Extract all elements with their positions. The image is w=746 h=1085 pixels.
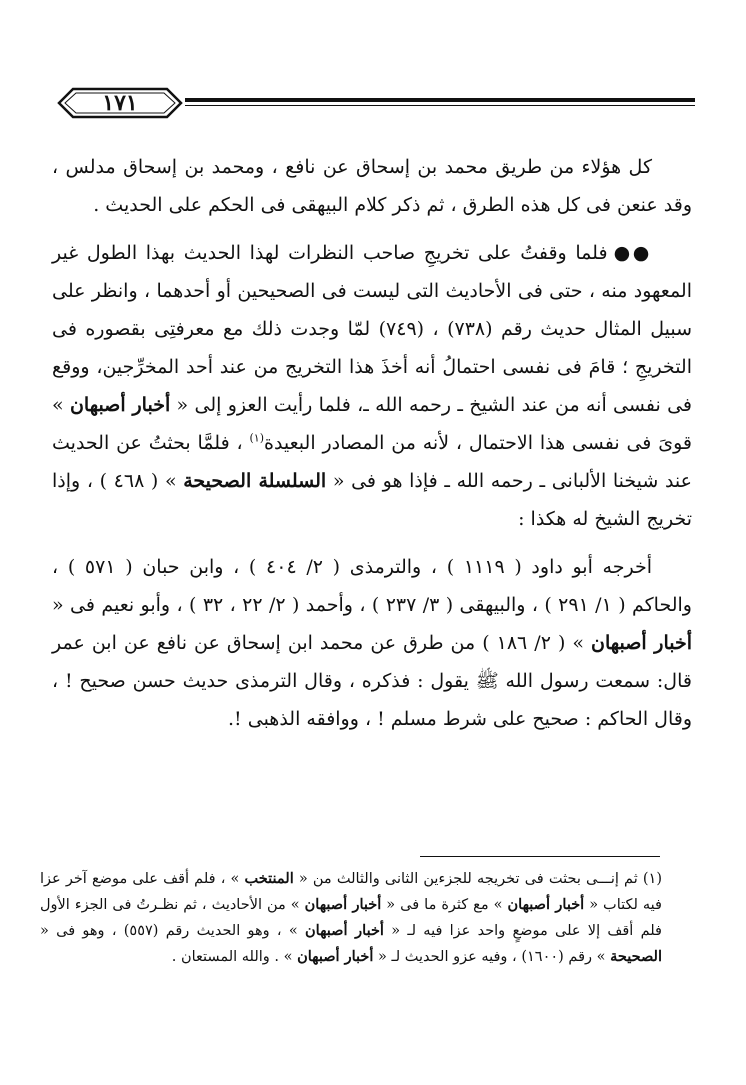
page-header [55,85,695,125]
book-title-akhbar-isbahan: أخبار أصبهان [69,394,171,416]
footnote-1 [40,866,662,970]
footnote-title-4: أخبار أصبهان [297,948,374,965]
footnote-text-g: » رقم (١٦٠٠) ، وفيه عزو الحديث لـ « [373,949,611,965]
page-number: ١٧١ [102,90,138,116]
page-number-ornament [55,85,185,121]
paragraph-2 [52,234,692,538]
footnote-title-2: أخبار أصبهان [304,896,382,913]
footnote-title-1: أخبار أصبهان [507,896,585,913]
footnote-reference: (١) [249,431,264,445]
footnote-separator [420,856,660,857]
footnote-title-3: أخبار أصبهان [305,922,384,939]
footnote [40,866,662,970]
footnote-text-d: » مع كثرة ما فى « [381,897,508,913]
paragraph-3-text-c: » ( ٢/ ١٨٦ ) من طرق عن محمد ابن إسحاق عن نافع عن ابن عمر قال: سمعت رسول الله ﷺ يقول : فذكره ، وقال الترمذى حديث حسن صحيح ! ، وقال الحاكم : صحيح على شرط مسلم ! ، ووافقه الذهبى !. [52,632,692,730]
paragraph-3-text-a: أخرجه أبو داود ( ١١١٩ ) ، والترمذى ( ٢/ ٤٠٤ ) ، وابن حبان ( ٥٧١ ) ، والحاكم ( ١/ ٢٩١ ) ، والبيهقى ( ٣/ ٢٣٧ ) ، وأحمد ( ٢/ ٢٢ ، ٣٢ ) ، وأبو نعيم فى « [52,556,692,616]
main-text [52,148,692,738]
header-rule-thin [185,105,695,106]
header-rule [185,98,695,106]
book-title-akhbar-isbahan-2: أخبار أصبهان [591,632,693,654]
footnote-text-c: » ، فلم أقف على موضع آخر عزا فيه لكتاب « [40,871,662,913]
footnote-title-sahiha: الصحيحة [610,948,662,965]
footnote-text-f: » ، وهو الحديث رقم (٥٥٧) ، وهو فى « [40,923,305,939]
header-rule-thick [185,98,695,102]
bullet-mark: ●● [613,242,652,264]
book-title-silsila-sahiha: السلسلة الصحيحة [183,470,327,492]
paragraph-3 [52,548,692,738]
footnote-text-h: » . والله المستعان . [171,949,298,965]
paragraph-2-text-e: » ( ٤٦٨ ) ، وإذا تخريج الشيخ له هكذا : [52,470,692,530]
footnote-text-e: » من الأحاديث ، ثم نظـرتُ فى الجزء الأول فلم أقف إلا على موضعٍ واحد عزا فيه لـ « [40,897,662,939]
paragraph-1-text: كل هؤلاء من طريق محمد بن إسحاق عن نافع ، ومحمد بن إسحاق مدلس ، وقد عنعن فى كل هذه الطرق ، ثم ذكر كلام البيهقى فى الحكم على الحديث . [52,156,692,216]
footnote-title-muntakhab: المنتخب [244,870,294,887]
paragraph-2-text-d: ، فلمَّا بحثتُ عن الحديث عند شيخنا الألبانى ـ رحمه الله ـ فإذا هو فى « [52,432,693,492]
paragraph-2-text-a: فلما وقفتُ على تخريجِ صاحب النظرات لهذا الحديث بهذا الطول غير المعهود منه ، حتى فى الأحاديث التى ليست فى الصحيحين أو أحدهما ، وانظر على سبيل المثال حديث رقم (٧٣٨) ، (٧٤٩) لمّا وجدت ذلك مع معرفتِى بقصوره فى التخريجِ ؛ قامَ فى نفسى احتمالُ أنه أخذَ هذا التخريج من عند أحد المخرِّجين، ووقع فى نفسى أنه من عند الشيخ ـ رحمه الله ـ، فلما رأيت العزو إلى « [52,242,692,416]
paragraph-1 [52,148,692,224]
footnote-text-a: (١) ثم إنـــى بحثت فى تخريجه للجزءين الثانى والثالث من « [293,871,662,887]
paragraph-2-text-c: » قوىَ فى نفسى هذا الاحتمال ، لأنه من المصادر البعيدة [52,394,692,454]
